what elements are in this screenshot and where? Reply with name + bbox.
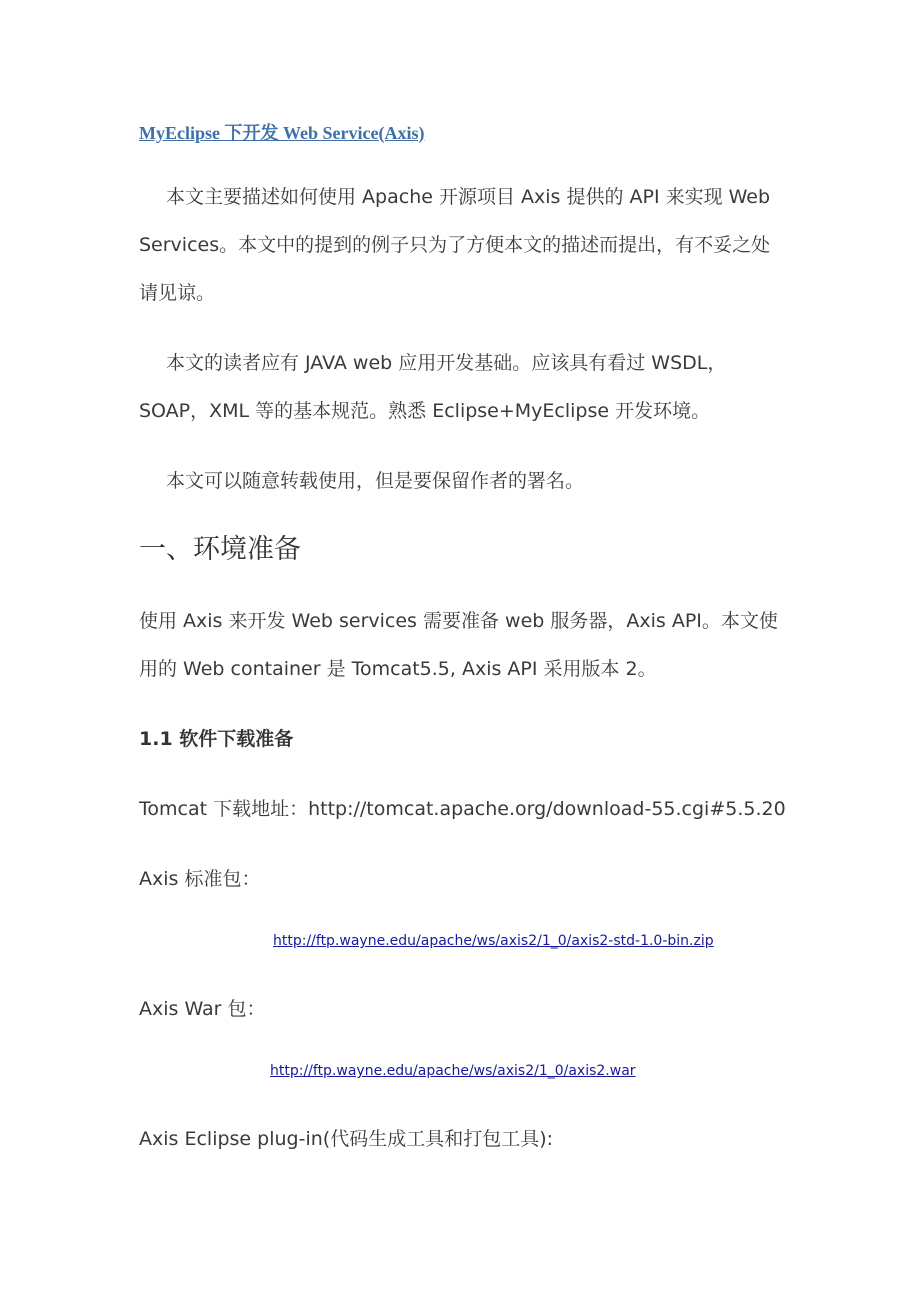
tomcat-download-line: Tomcat 下载地址：http://tomcat.apache.org/download-55.cgi#5.5.20 — [139, 798, 786, 820]
document-title-link[interactable]: MyEclipse 下开发 Web Service(Axis) — [139, 123, 425, 143]
intro-paragraph-2: 本文的读者应有 JAVA web 应用开发基础。应该具有看过 WSDL，SOAP，XML 等的基本规范。熟悉 Eclipse+MyEclipse 开发环境。 — [139, 352, 727, 422]
section-heading-environment: 一、环境准备 — [139, 534, 301, 565]
intro-paragraph-1: 本文主要描述如何使用 Apache 开源项目 Axis 提供的 API 来实现 Web Services。本文中的提到的例子只为了方便本文的描述而提出，有不妥之处请见谅。 — [139, 186, 771, 304]
axis-war-label: Axis War 包： — [139, 998, 266, 1020]
axis-std-download-link[interactable]: http://ftp.wayne.edu/apache/ws/axis2/1_0/axis2-std-1.0-bin.zip — [273, 933, 714, 949]
axis-eclipse-plugin-label: Axis Eclipse plug-in(代码生成工具和打包工具): — [139, 1128, 554, 1150]
axis-std-label: Axis 标准包： — [139, 868, 261, 890]
axis-war-download-link[interactable]: http://ftp.wayne.edu/apache/ws/axis2/1_0/axis2.war — [270, 1063, 636, 1079]
subsection-heading-software-download: 1.1 软件下载准备 — [139, 728, 294, 750]
intro-paragraph-3: 本文可以随意转载使用，但是要保留作者的署名。 — [166, 470, 585, 492]
environment-paragraph: 使用 Axis 来开发 Web services 需要准备 web 服务器，Axis API。本文使用的 Web container 是 Tomcat5.5, Axis API 采用版本 2。 — [139, 610, 778, 680]
